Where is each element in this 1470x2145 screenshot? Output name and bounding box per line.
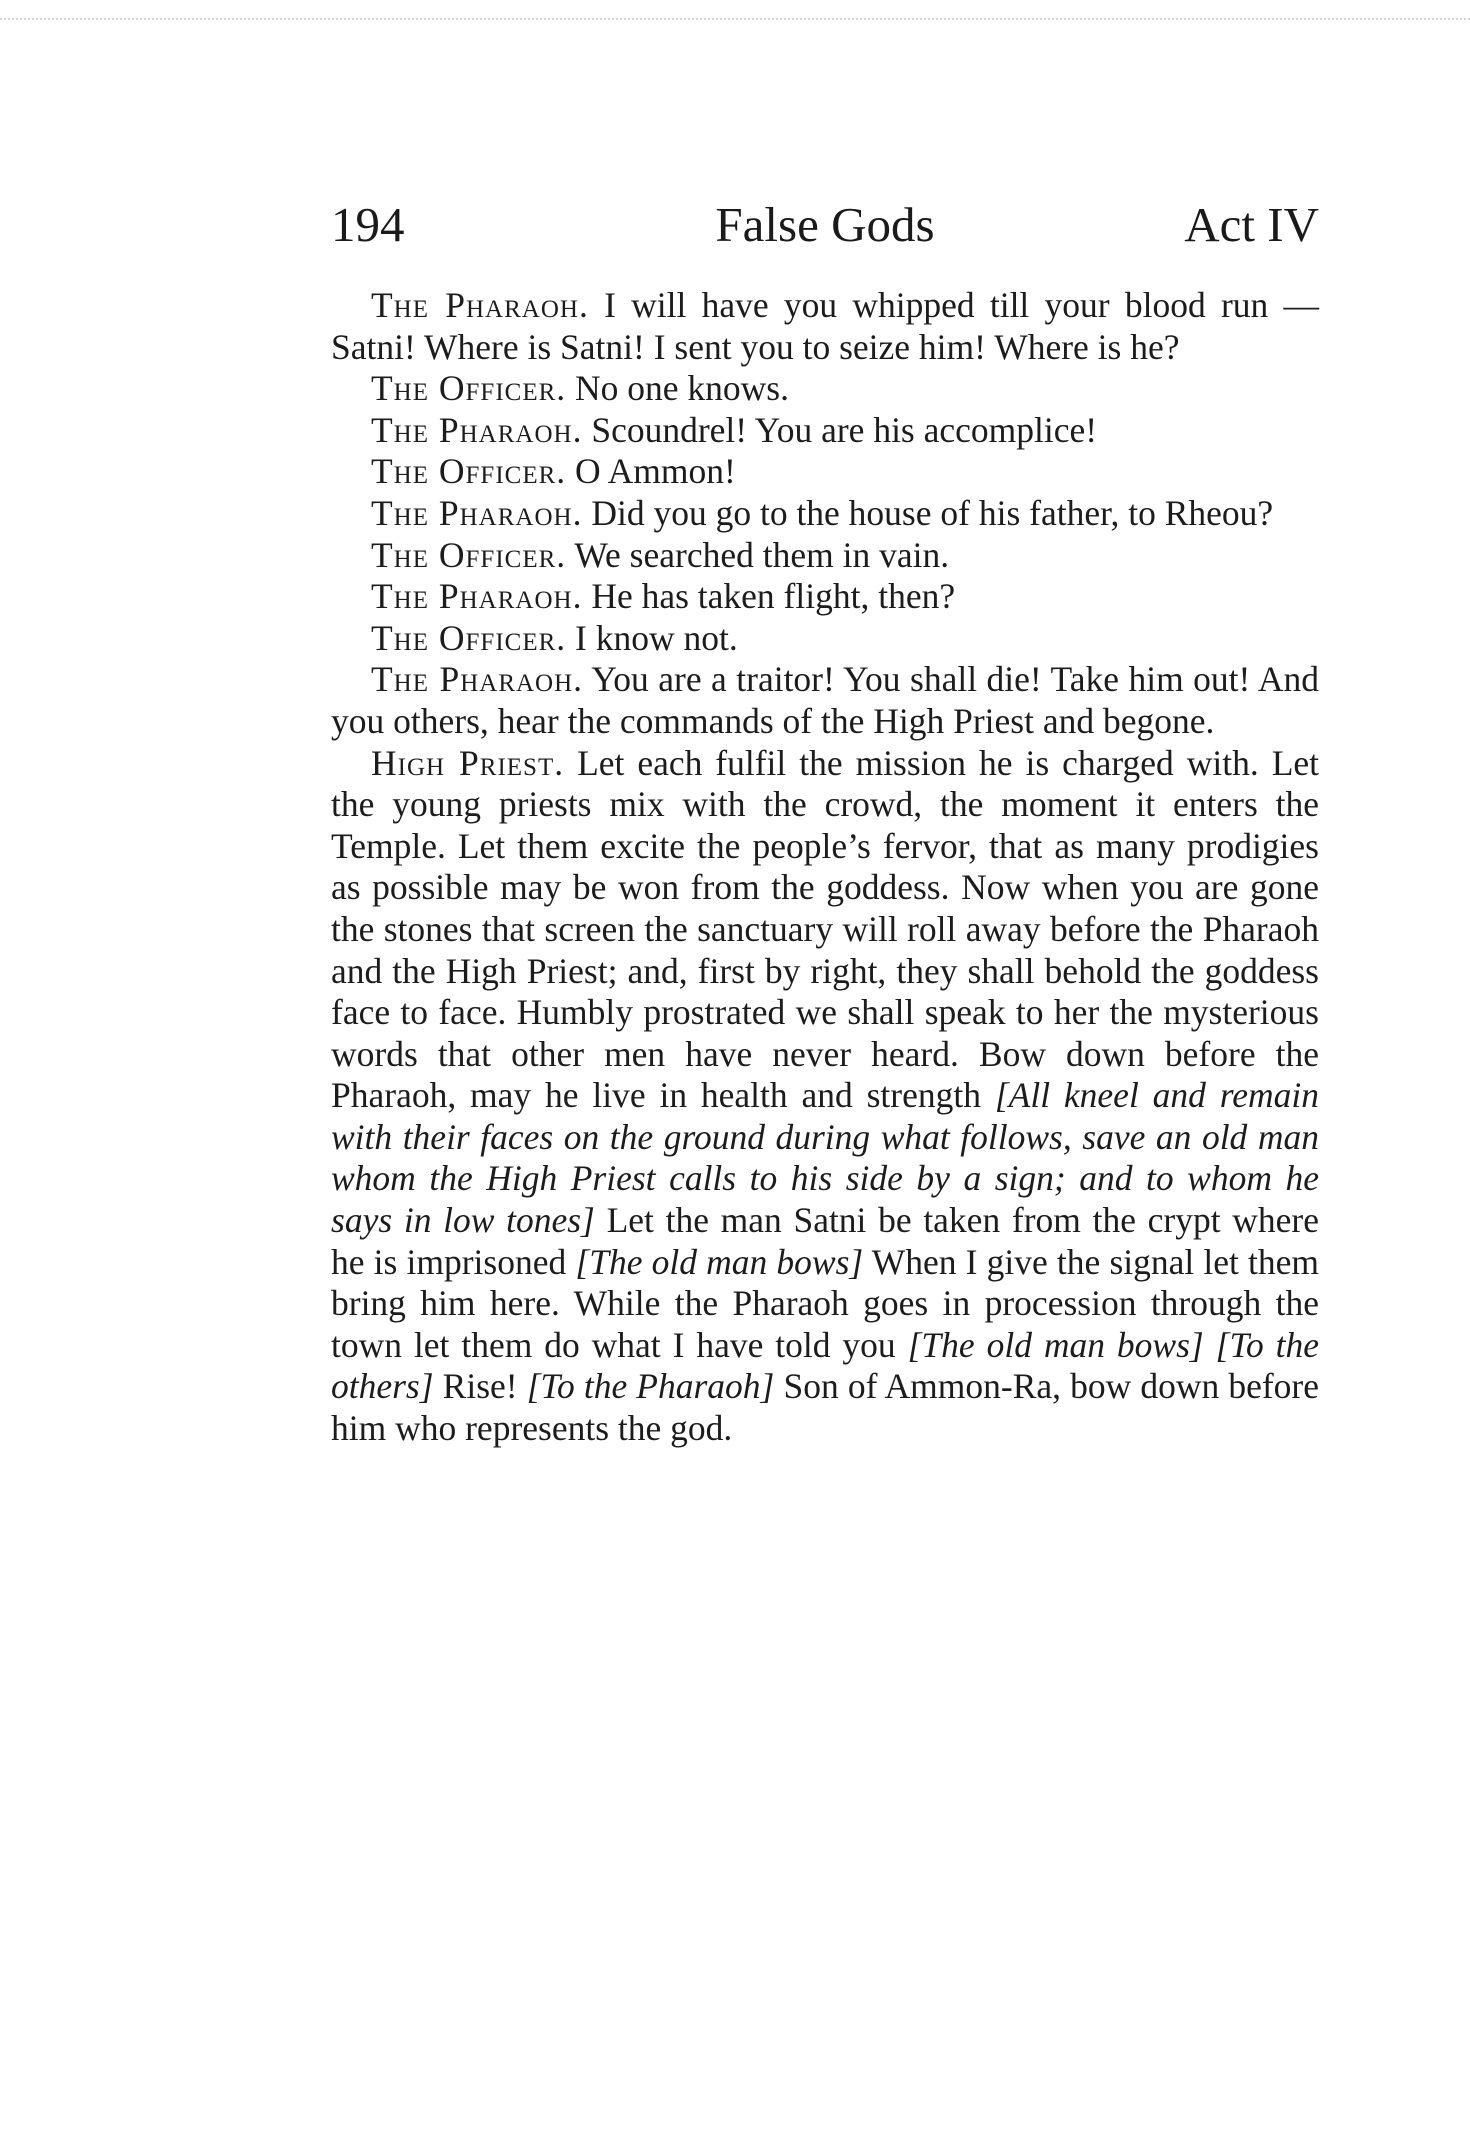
speech-text: Scoundrel! You are his accomplice! (591, 409, 1098, 450)
speech-text: We searched them in vain. (574, 534, 950, 575)
speech-paragraph (331, 493, 1319, 535)
speech-paragraph (331, 410, 1319, 452)
page-number: 194 (331, 197, 405, 252)
speech-paragraph (331, 285, 1319, 368)
speaker-name: The Officer. (371, 451, 567, 492)
speech-paragraph (331, 743, 1319, 1450)
speaker-name: The Officer. (371, 617, 567, 658)
speech-text: Let the man Satni be taken from the crypt where he is imprisoned (331, 1200, 1320, 1282)
speaker-name: The Officer. (371, 368, 567, 409)
speaker-name: The Officer. (371, 534, 567, 575)
speaker-name: The Pharaoh. (371, 492, 583, 533)
speech-text: Rise! (442, 1366, 518, 1407)
stage-direction: [All kneel and remain with their faces on the ground during what follows, save an old man whom the High Priest calls to his side by a sign; and to whom he says in low tones] (331, 1075, 1320, 1241)
stage-direction: [To the Pharaoh] (526, 1366, 775, 1407)
act-label: Act IV (1184, 197, 1319, 252)
speech-text: O Ammon! (575, 451, 736, 492)
speaker-name: The Pharaoh. (371, 409, 583, 450)
speech-text: When I give the signal let them bring him here. While the Pharaoh goes in procession through the town let them do what I have told you (331, 1241, 1320, 1365)
stage-direction: [The old man bows] (907, 1324, 1204, 1365)
speech-paragraph (331, 368, 1319, 410)
speech-paragraph (331, 618, 1319, 660)
speech-text: Let each fulfil the mission he is charged with. Let the young priests mix with the crowd, the moment it enters the Temple. Let them excite the people’s fervor, that as many prodigies as possible may be won from the goddess. Now when you are gone the stones that screen the sanctuary will roll away before the Pharaoh and the High Priest; and, first by right, they shall behold the goddess face to face. Humbly prostrated we shall speak to her the mysterious words that other men have never heard. Bow down before the Pharaoh, may he live in health and strength (331, 742, 1320, 1116)
speaker-name: The Pharaoh. (371, 285, 589, 325)
speaker-name: High Priest. (371, 742, 565, 783)
play-text (331, 285, 1319, 1450)
speech-text: He has taken flight, then? (591, 576, 956, 617)
page-top-edge (0, 18, 1470, 24)
speaker-name: The Pharaoh. (371, 576, 583, 617)
speech-paragraph (331, 451, 1319, 493)
speech-paragraph (331, 535, 1319, 577)
speech-text: I know not. (575, 617, 738, 658)
speech-paragraph (331, 659, 1319, 742)
speech-text: You are a traitor! You shall die! Take him out! And you others, hear the commands of the High Priest and begone. (331, 659, 1319, 741)
stage-direction: [The old man bows] (575, 1241, 864, 1282)
running-header (331, 196, 1319, 256)
speech-paragraph (331, 576, 1319, 618)
speaker-name: The Pharaoh. (371, 659, 584, 700)
speech-text: Son of Ammon-Ra, bow down before him who represents the god. (331, 1366, 1319, 1449)
speech-text: No one knows. (575, 368, 790, 409)
stage-direction: [To the others] (331, 1324, 1319, 1407)
speech-text: Did you go to the house of his father, to Rheou? (591, 492, 1274, 533)
speech-text: I will have you whipped till your blood run — Satni! Where is Satni! I sent you to seize him! Where is he? (331, 285, 1320, 367)
running-title: False Gods (715, 197, 935, 252)
